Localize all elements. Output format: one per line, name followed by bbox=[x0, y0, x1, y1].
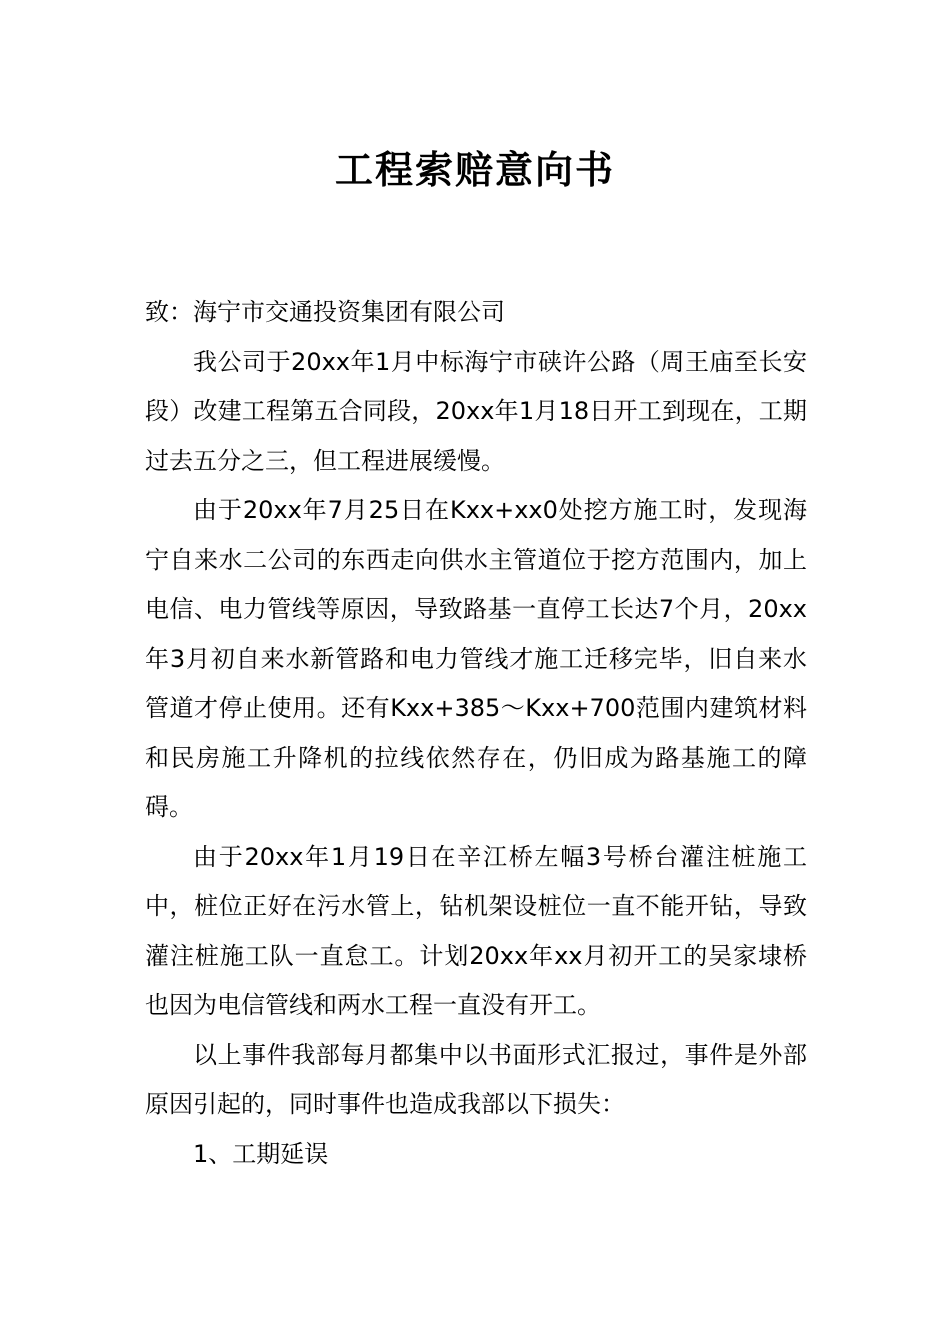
document-title: 工程索赔意向书 bbox=[334, 147, 615, 192]
paragraph-pipeline-delay: 由于20xx年7月25日在Kxx+xx0处挖方施工时，发现海宁自来水二公司的东西走向供水主管道位于挖方范围内，加上电信、电力管线等原因，导致路基一直停工长达7个月，20xx年3月初自来水新管路和电力管线才施工迁移完毕，旧自来水管道才停止使用。还有Kxx+385～Kxx+700范围内建筑材料和民房施工升降机的拉线依然存在，仍旧成为路基施工的障碍。 bbox=[145, 496, 807, 821]
paragraph-losses-intro: 以上事件我部每月都集中以书面形式汇报过，事件是外部原因引起的，同时事件也造成我部以下损失： bbox=[145, 1040, 807, 1118]
paragraph-bridge-delay: 由于20xx年1月19日在辛江桥左幅3号桥台灌注桩施工中，桩位正好在污水管上，钻机架设桩位一直不能开钻，导致灌注桩施工队一直怠工。计划20xx年xx月初开工的吴家埭桥也因为电信管线和两水工程一直没有开工。 bbox=[145, 842, 807, 1019]
document-body bbox=[145, 288, 807, 1179]
list-item-schedule-delay: 1、工期延误 bbox=[193, 1139, 329, 1168]
paragraph-contract-intro: 我公司于20xx年1月中标海宁市硖许公路（周王庙至长安段）改建工程第五合同段，20xx年1月18日开工到现在，工期过去五分之三，但工程进展缓慢。 bbox=[145, 347, 807, 475]
addressee-line: 致：海宁市交通投资集团有限公司 bbox=[145, 298, 505, 326]
